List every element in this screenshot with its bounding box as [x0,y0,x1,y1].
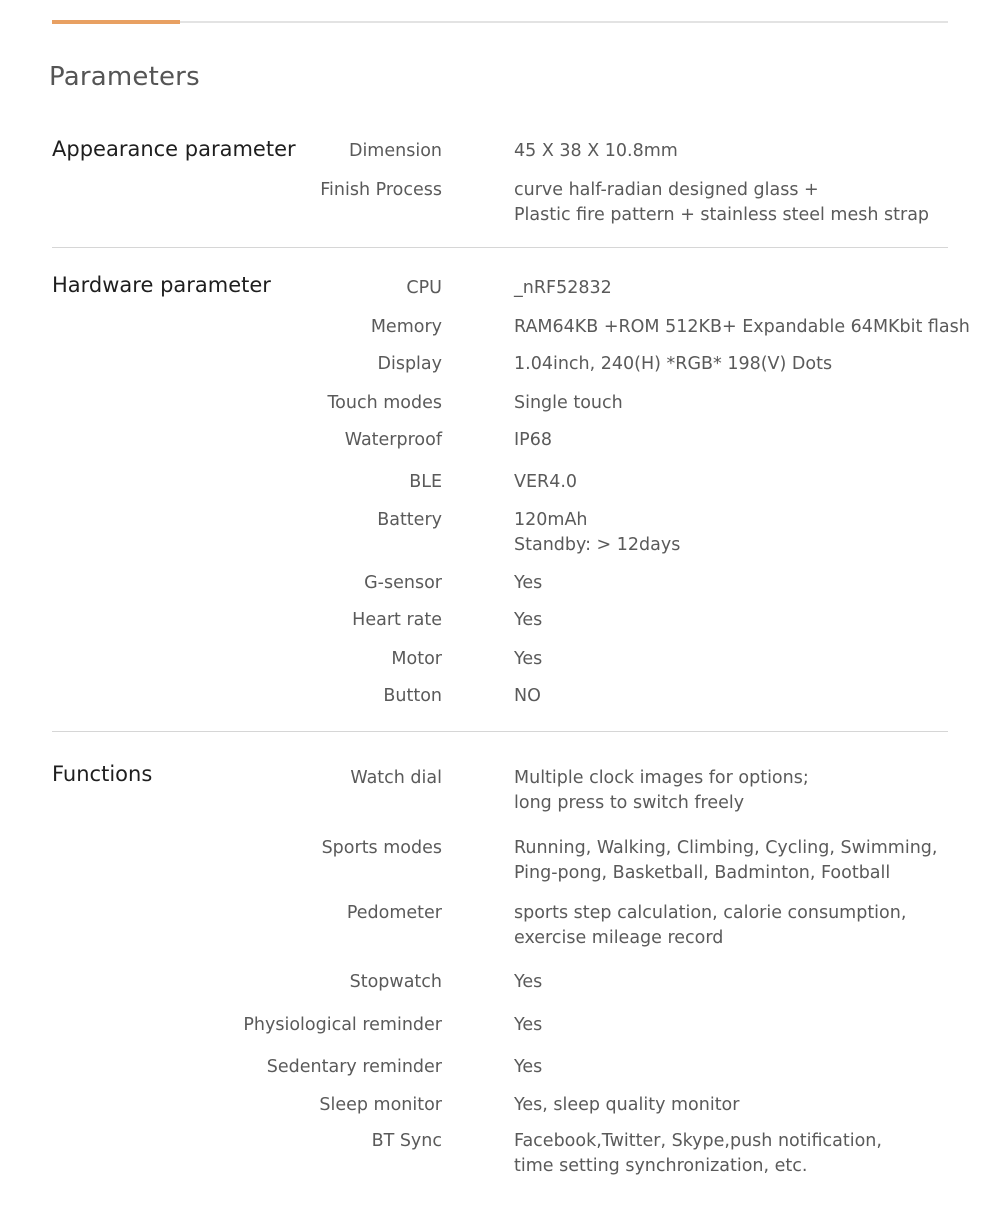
param-value: Single touch [514,393,623,413]
param-label: Sedentary reminder [266,1057,442,1077]
param-value: _nRF52832 [514,278,612,298]
param-label: Display [377,354,442,374]
param-label: Finish Process [320,180,442,200]
param-value: Yes [514,649,543,669]
param-label: Physiological reminder [243,1015,442,1035]
param-label: Stopwatch [349,972,442,992]
param-label: Memory [370,317,442,337]
param-value: VER4.0 [514,472,578,492]
param-value: 120mAh Standby: > 12days [514,510,681,555]
param-value: Yes [514,1015,543,1035]
section-title: Functions [52,762,153,786]
param-label: Sleep monitor [319,1095,442,1115]
param-value: NO [514,686,541,706]
param-value: Multiple clock images for options; long press to switch freely [514,768,809,813]
param-label: BLE [409,472,442,492]
top-accent-bar [52,20,180,24]
param-label: Waterproof [344,430,442,450]
param-label: Watch dial [350,768,442,788]
param-label: Button [383,686,442,706]
param-value: IP68 [514,430,552,450]
param-label: Pedometer [346,903,442,923]
section-divider [52,731,948,732]
param-label: Dimension [348,141,442,161]
top-rule [52,21,948,23]
param-value: 45 X 38 X 10.8mm [514,141,678,161]
param-value: Yes [514,610,543,630]
section-title: Hardware parameter [52,273,271,297]
param-value: Yes [514,1057,543,1077]
param-value: 1.04inch, 240(H) *RGB* 198(V) Dots [514,354,833,374]
param-value: Yes [514,972,543,992]
param-value: Facebook,Twitter, Skype,push notification, time setting synchronization, etc. [514,1131,882,1176]
page-title: Parameters [49,62,200,92]
param-label: Heart rate [352,610,442,630]
param-value: Yes, sleep quality monitor [514,1095,740,1115]
param-label: CPU [406,278,442,298]
param-value: Running, Walking, Climbing, Cycling, Swimming, Ping-pong, Basketball, Badminton, Football [514,838,938,883]
param-label: Battery [377,510,442,530]
param-value: Yes [514,573,543,593]
param-label: Touch modes [327,393,442,413]
section-title: Appearance parameter [52,137,296,161]
section-divider [52,247,948,248]
param-value: curve half-radian designed glass + Plastic fire pattern + stainless steel mesh strap [514,180,930,225]
param-value: sports step calculation, calorie consumption, exercise mileage record [514,903,907,948]
param-value: RAM64KB +ROM 512KB+ Expandable 64MKbit flash [514,317,970,337]
param-label: Sports modes [321,838,442,858]
param-label: G-sensor [364,573,442,593]
param-label: BT Sync [371,1131,442,1151]
param-label: Motor [391,649,442,669]
